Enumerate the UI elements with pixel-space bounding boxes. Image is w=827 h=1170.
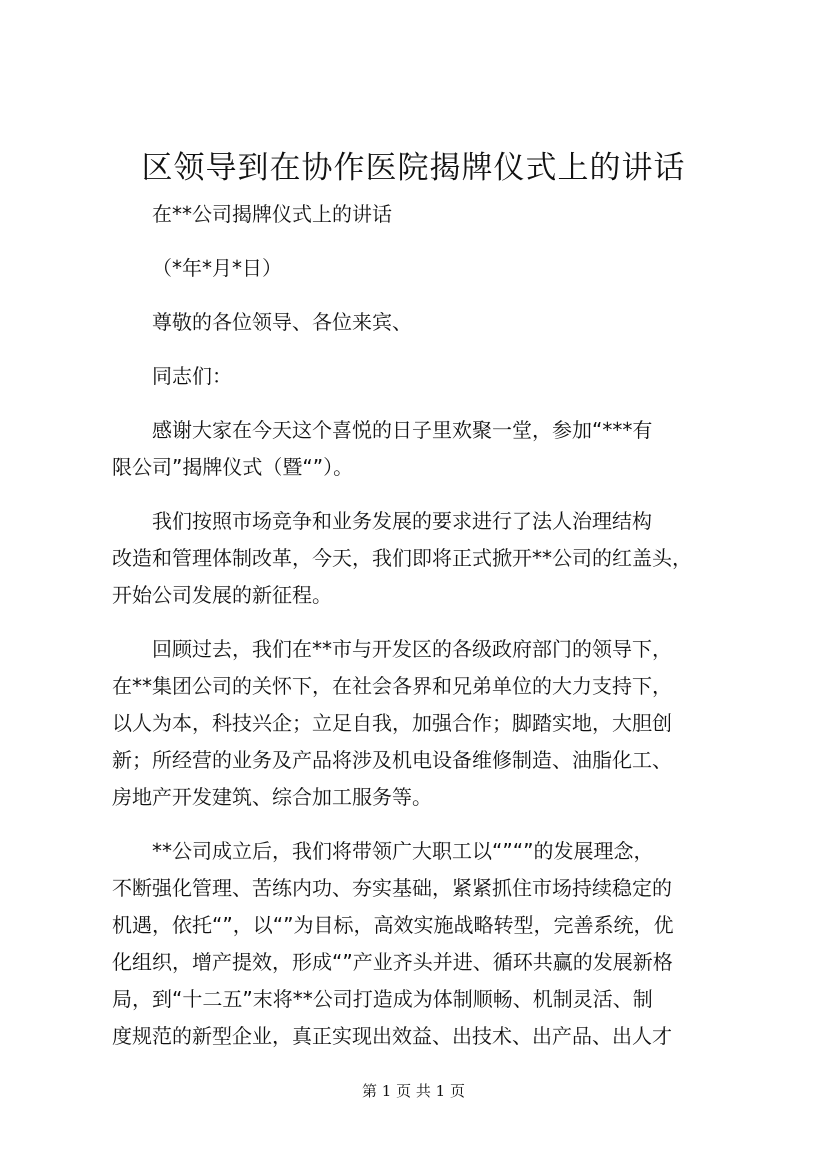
paragraph-line: 我们按照市场竞争和业务发展的要求进行了法人治理结构 xyxy=(152,509,652,533)
subtitle-line: 在**公司揭牌仪式上的讲话 xyxy=(152,202,392,226)
paragraph-line: 以人为本，科技兴企；立足自我，加强合作；脚踏实地，大胆创 xyxy=(112,711,672,735)
paragraph-line: 化组织，增产提效，形成“”产业齐头并进、循环共赢的发展新格 xyxy=(112,950,673,974)
date-line: （*年*月*日） xyxy=(152,256,282,280)
salutation-line: 尊敬的各位领导、各位来宾、 xyxy=(152,310,412,334)
paragraph-line: 感谢大家在今天这个喜悦的日子里欢聚一堂，参加“***有 xyxy=(152,418,653,442)
paragraph-line: 新；所经营的业务及产品将涉及机电设备维修制造、油脂化工、 xyxy=(112,748,672,772)
paragraph-line: 改造和管理体制改革，今天，我们即将正式掀开**公司的红盖头， xyxy=(112,546,692,570)
document-body xyxy=(112,196,740,1055)
paragraph-line: 房地产开发建筑、综合加工服务等。 xyxy=(112,785,432,809)
document-title: 区领导到在协作医院揭牌仪式上的讲话 xyxy=(141,150,686,186)
paragraph-line: 在**集团公司的关怀下，在社会各界和兄弟单位的大力支持下， xyxy=(112,674,672,698)
paragraph-line: **公司成立后，我们将带领广大职工以“”“”的发展理念， xyxy=(152,839,654,863)
paragraph xyxy=(112,412,740,486)
paragraph-line: 度规范的新型企业，真正实现出效益、出技术、出产品、出人才 xyxy=(112,1024,672,1048)
paragraph xyxy=(112,631,740,816)
salutation-line: 同志们： xyxy=(152,364,232,388)
paragraph-line: 不断强化管理、苦练内功、夯实基础，紧紧抓住市场持续稳定的 xyxy=(112,876,672,900)
page-footer: 第 1 页 共 1 页 xyxy=(362,1082,465,1100)
paragraph xyxy=(112,503,740,614)
paragraph-line: 局，到“十二五”末将**公司打造成为体制顺畅、机制灵活、制 xyxy=(112,987,653,1011)
paragraph-line: 开始公司发展的新征程。 xyxy=(112,583,332,607)
paragraph-line: 机遇，依托“”，以“”为目标，高效实施战略转型，完善系统，优 xyxy=(112,913,674,937)
paragraph-line: 限公司”揭牌仪式（暨“”）。 xyxy=(112,455,354,479)
paragraph-line: 回顾过去，我们在**市与开发区的各级政府部门的领导下， xyxy=(152,637,672,661)
paragraph xyxy=(112,833,740,1055)
